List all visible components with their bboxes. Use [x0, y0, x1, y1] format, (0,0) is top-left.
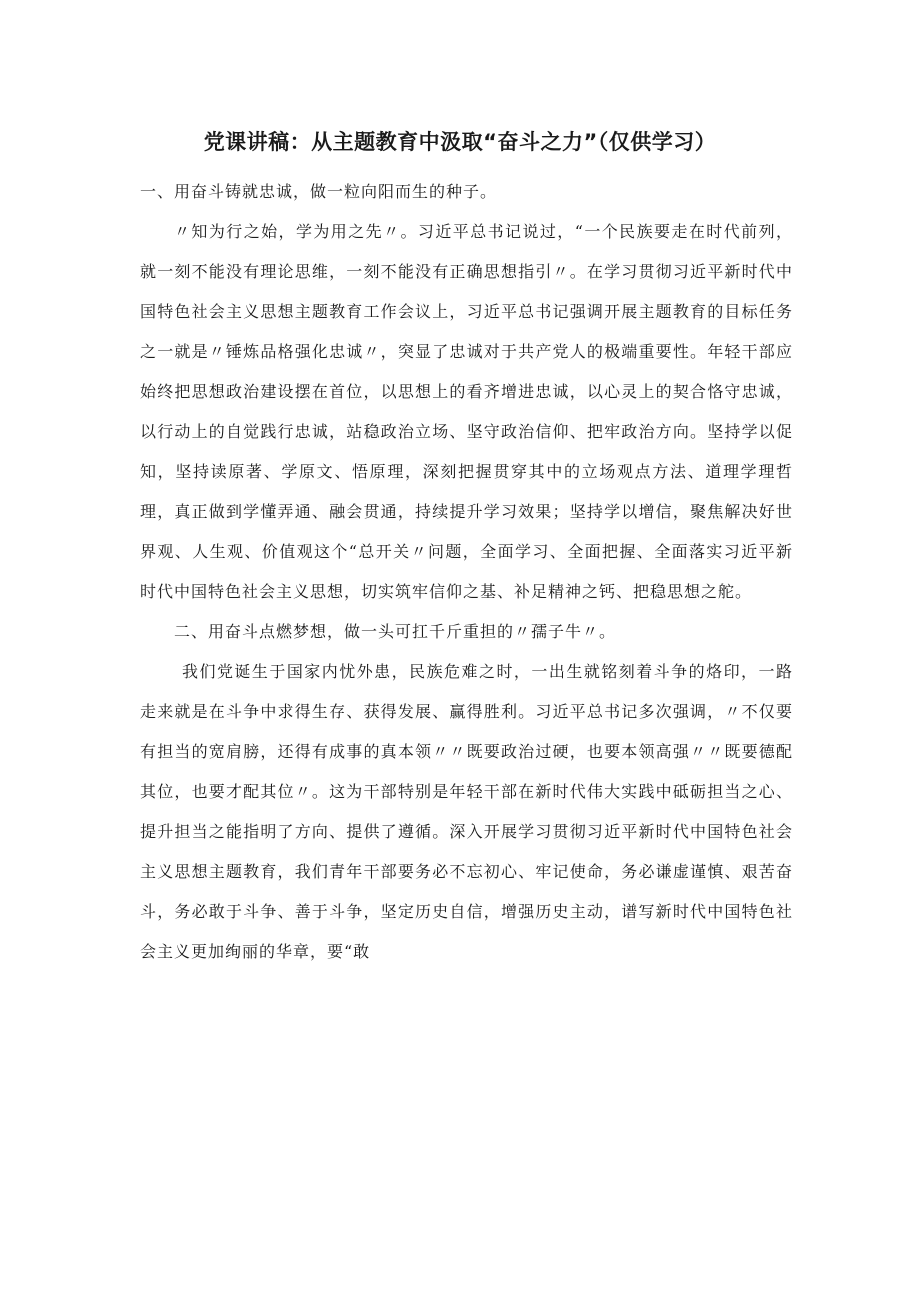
paragraph-2: 我们党诞生于国家内忧外患，民族危难之时，一出生就铭刻着斗争的烙印，一路走来就是在斗争中求得生存、获得发展、赢得胜利。习近平总书记多次强调，〃不仅要有担当的宽肩膀，还得有成事的真本领〃〃既要政治过硬，也要本领高强〃〃既要德配其位，也要才配其位〃。这为干部特别是年轻干部在新时代伟大实践中砥砺担当之心、提升担当之能指明了方向、提供了遵循。深入开展学习贯彻习近平新时代中国特色社会主义思想主题教育，我们青年干部要务必不忘初心、牢记使命，务必谦虚谨慎、艰苦奋斗，务必敢于斗争、善于斗争，坚定历史自信，增强历史主动，谱写新时代中国特色社会主义更加绚丽的华章，要“敢 — [140, 662, 793, 961]
section-heading-1: 一、用奋斗铸就忠诚，做一粒向阳而生的种子。 — [140, 182, 498, 201]
section-heading-2: 二、用奋斗点燃梦想，做一头可扛千斤重担的〃孺子牛〃。 — [174, 622, 617, 641]
document-title: 党课讲稿：从主题教育中汲取“奋斗之力”（仅供学习） — [203, 130, 717, 154]
document-body — [140, 172, 793, 972]
paragraph-1: 〃知为行之始，学为用之先〃。习近平总书记说过，“一个民族要走在时代前列，就一刻不能没有理论思维，一刻不能没有正确思想指引〃。在学习贯彻习近平新时代中国特色社会主义思想主题教育工作会议上，习近平总书记强调开展主题教育的目标任务之一就是〃锤炼品格强化忠诚〃，突显了忠诚对于共产党人的极端重要性。年轻干部应始终把思想政治建设摆在首位，以思想上的看齐增进忠诚，以心灵上的契合恪守忠诚，以行动上的自觉践行忠诚，站稳政治立场、坚守政治信仰、把牢政治方向。坚持学以促知，坚持读原著、学原文、悟原理，深刻把握贯穿其中的立场观点方法、道理学理哲理，真正做到学懂弄通、融会贯通，持续提升学习效果；坚持学以增信，聚焦解决好世界观、人生观、价值观这个“总开关〃问题，全面学习、全面把握、全面落实习近平新时代中国特色社会主义思想，切实筑牢信仰之基、补足精神之钙、把稳思想之舵。 — [140, 222, 793, 601]
